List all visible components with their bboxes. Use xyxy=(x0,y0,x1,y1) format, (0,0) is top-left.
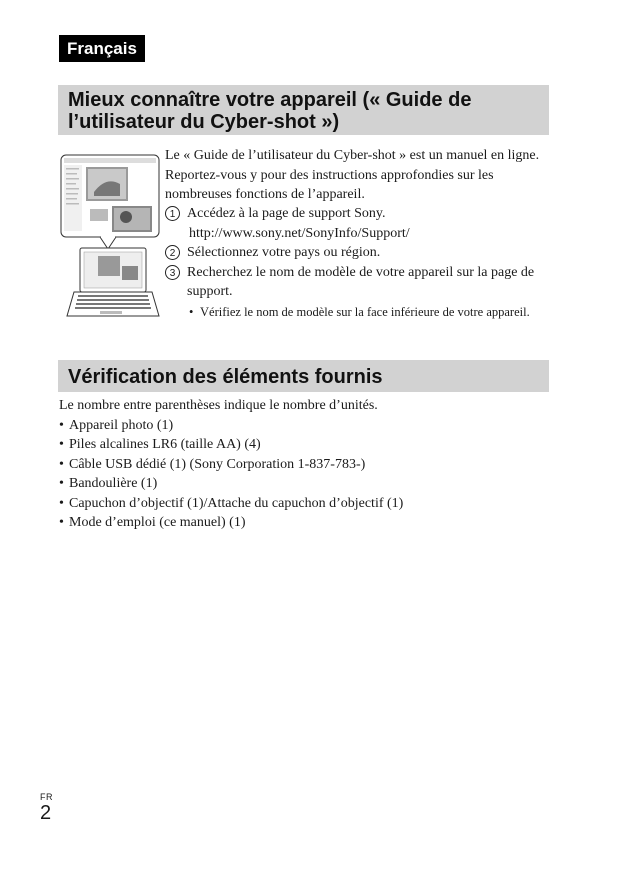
support-url[interactable]: http://www.sony.net/SonyInfo/Support/ xyxy=(189,225,410,241)
list-item xyxy=(59,455,549,475)
note-text: Vérifiez le nom de modèle sur la face inférieure de votre appareil. xyxy=(200,304,530,319)
step-number: 3 xyxy=(165,265,180,280)
guide-intro-text: Le « Guide de l’utilisateur du Cyber-shot » est un manuel en ligne. Reportez-vous y pour des instructions approfondies sur les nombreuses fonctions de l’appareil. xyxy=(165,148,540,202)
section-heading-supplied-items: Vérification des éléments fournis xyxy=(58,360,549,392)
section-heading-line: Mieux connaître votre appareil (« Guide de xyxy=(68,89,472,111)
step-number: 1 xyxy=(165,206,180,221)
list-item-text: Capuchon d’objectif (1)/Attache du capuchon d’objectif (1) xyxy=(69,495,404,511)
list-item-text: Câble USB dédié (1) (Sony Corporation 1-837-783-) xyxy=(69,456,366,472)
step-text: Sélectionnez votre pays ou région. xyxy=(187,245,381,260)
page-footer xyxy=(40,792,53,824)
step-number: 2 xyxy=(165,245,180,260)
list-item xyxy=(59,435,549,455)
list-item xyxy=(59,416,549,436)
supplied-items-intro: Le nombre entre parenthèses indique le nombre d’unités. xyxy=(59,398,378,413)
language-code: FR xyxy=(40,792,53,802)
step-text: Accédez à la page de support Sony. xyxy=(187,206,386,221)
supplied-items-block xyxy=(59,396,549,533)
bullet-mark: • xyxy=(59,456,64,472)
section-heading-line: l’utilisateur du Cyber-shot ») xyxy=(68,111,340,133)
list-item-text: Mode d’emploi (ce manuel) (1) xyxy=(69,515,246,530)
step-text: Recherchez le nom de modèle de votre appareil sur la page de support. xyxy=(187,264,535,299)
list-item-text: Piles alcalines LR6 (taille AA) (4) xyxy=(69,437,261,452)
laptop-guide-illustration xyxy=(60,154,160,324)
page-number: 2 xyxy=(40,802,52,824)
list-item-text: Bandoulière (1) xyxy=(69,476,158,491)
model-name-note xyxy=(165,303,550,321)
language-tab: Français xyxy=(59,35,145,62)
bullet-mark: • xyxy=(59,495,64,511)
bullet-mark: • xyxy=(59,437,64,452)
support-steps xyxy=(165,204,550,321)
list-item xyxy=(59,494,549,514)
step-item xyxy=(165,243,550,263)
bullet-mark: • xyxy=(59,515,64,530)
list-item xyxy=(59,513,549,533)
step-item xyxy=(165,263,550,302)
step-item xyxy=(165,204,550,224)
bullet-mark: • xyxy=(189,304,194,319)
list-item xyxy=(59,474,549,494)
section-heading-guide xyxy=(58,85,549,135)
bullet-mark: • xyxy=(59,417,64,433)
bullet-mark: • xyxy=(59,476,64,491)
list-item-text: Appareil photo (1) xyxy=(69,417,174,433)
